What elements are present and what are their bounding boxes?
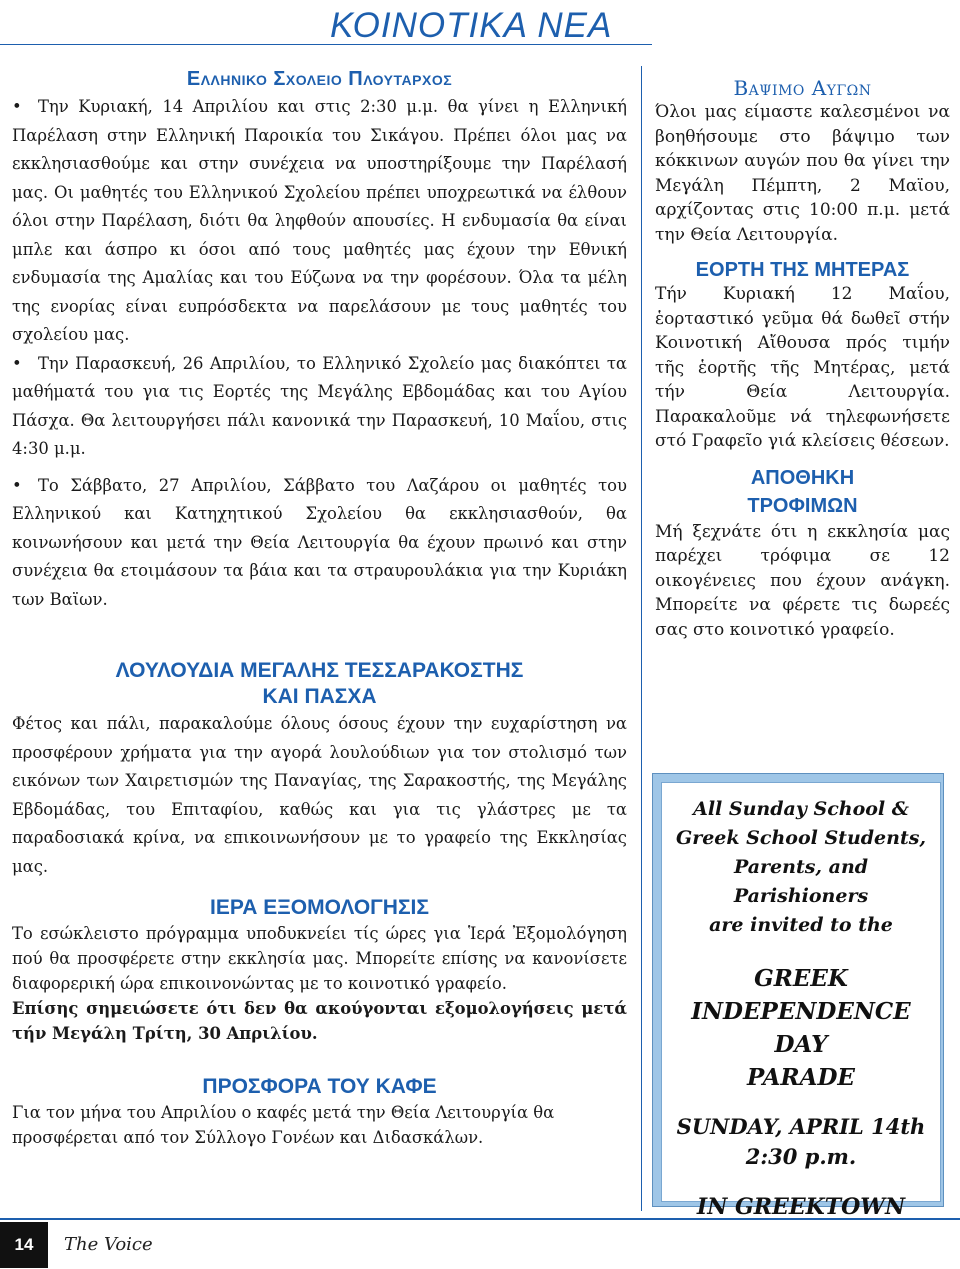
eggs-body: Όλοι μας είμαστε καλεσμένοι να βοηθήσουμε στο βάψιμο των κόκκινων αυγών που θα γίνει την Μεγάλη Πέμπτη, 2 Μαϊου, αρχίζοντας στις 10:00 π.μ. μετά την Θεία Λειτουργία. bbox=[655, 102, 950, 245]
page-title: ΚΟΙΝΟΤΙΚΑ ΝΕΑ bbox=[330, 6, 613, 45]
mothers-body: Τήν Κυριακή 12 Μαΐου, ἑορταστικό γεῦμα θά δωθεῖ στήν Κοινοτική Αἴθουσα πρός τιμήν τῆς ἑορτῆς τῆς Μητέρας, μετά τήν Θεία Λειτουργία. Παρακαλοῦμε νά τηλεφωνήσετε στό Γραφεῖο γιά κλείσεις θέσεων. bbox=[655, 284, 950, 451]
parade-callout bbox=[652, 773, 944, 1220]
school-bullet-1: • Την Κυριακή, 14 Απριλίου και στις 2:30 μ.μ. θα γίνει η Ελληνική Παρέλαση στην Ελληνική Παροικία του Σικάγου. Πρέπει όλοι μας να εκκλησιασθούμε και στην συνέχεια να υποστηρίξουμε την Παρέλασή μας. Οι μαθητές του Ελληνικού Σχολείου πρέπει υποχρεωτικά να έλθουν όλοι στην Παρέλαση, διότι θα ληφθούν απουσίες. Η ενδυμασία θα είναι μπλε και άσπρο κι όσοι από τους μαθητές μας έχουν την Εθνική ενδυμασία της Αμαλίας και του Εύζωνα να την φορέσουν. Όλα τα μέλη της ενορίας είναι ευπρόσδεκτα να παρελάσουν με τους μαθητές του σχολείου μας. bbox=[12, 93, 627, 350]
mothers-heading: ΕΟΡΤΗ ΤΗΣ ΜΗΤΕΡΑΣ bbox=[695, 259, 910, 281]
confession-heading: ΙΕΡΑ ΕΞΟΜΟΛΟΓΗΣΙΣ bbox=[209, 896, 429, 919]
left-column bbox=[12, 68, 627, 1150]
confession-notice: Επίσης σημειώσετε ότι δεν θα ακούγονται εξομολογήσεις μετά τήν Μεγάλη Τρίτη, 30 Απριλίου. bbox=[12, 999, 627, 1043]
school-heading: Ελληνικο Σχολειο Πλουταρχος bbox=[186, 68, 453, 90]
flowers-body: Φέτος και πάλι, παρακαλούμε όλους όσους έχουν την ευχαρίστηση να προσφέρουν χρήματα για την αγορά λουλούδιων για τον στολισμό των εικόνων των Χαιρετισμών της Παναγίας, της Σαρακοστής, της Μεγάλης Εβδομάδας, του Επιταφίου, καθώς και για τις γλάστρες με τα παραδοσιακά κρίνα, να επικοινωνήσουν με το γραφείο της Εκκλησίας μας. bbox=[12, 714, 627, 876]
publication-name: The Voice bbox=[64, 1234, 153, 1255]
column-divider bbox=[641, 66, 642, 1211]
pantry-body: Μή ξεχνάτε ότι η εκκλησία μας παρέχει τρόφιμα σε 12 οικογένειες που έχουν ανάγκη. Μπορείτε να φέρετε τις δωρεές σας στο κοινοτικό γραφείο. bbox=[655, 521, 950, 640]
footer-rule bbox=[0, 1218, 960, 1220]
callout-invitation: All Sunday School & Greek School Students, Parents, and Parishioners are invited to the bbox=[675, 798, 927, 936]
callout-datetime: SUNDAY, APRIL 14th 2:30 p.m. bbox=[676, 1114, 926, 1169]
callout-event: GREEK INDEPENDENCE DAY PARADE bbox=[691, 965, 911, 1091]
coffee-body: Για τον μήνα του Απριλίου ο καφές μετά την Θεία Λειτουργία θα προσφέρεται από τον Σύλλογο Γονέων και Διδασκάλων. bbox=[12, 1103, 555, 1147]
bullet-icon: • bbox=[12, 475, 22, 495]
coffee-heading: ΠΡΟΣΦΟΡΑ ΤΟΥ ΚΑΦΕ bbox=[202, 1075, 437, 1098]
school-bullet-2: • Την Παρασκευή, 26 Απριλίου, το Ελληνικό Σχολείο μας διακόπτει τα μαθήματά του για τις Εορτές της Μεγάλης Εβδομάδας και του Αγίου Πάσχα. Θα λειτουργήσει πάλι κανονικά την Παρασκευή, 10 Μαΐου, στις 4:30 μ.μ. bbox=[12, 350, 627, 464]
eggs-heading: Βαψιμο Αυγων bbox=[733, 76, 872, 100]
page-number: 14 bbox=[0, 1222, 48, 1268]
right-column bbox=[655, 76, 950, 642]
pantry-heading: ΑΠΟΘΗΚΗ ΤΡΟΦΙΜΩΝ bbox=[747, 466, 858, 517]
bullet-icon: • bbox=[12, 97, 22, 116]
top-rule bbox=[0, 44, 652, 45]
parade-callout-inner bbox=[661, 782, 941, 1220]
confession-body: Το εσώκλειστο πρόγραμμα υποδυκνείει τίς ώρες για Ἱερά Ἐξομολόγηση πού θα προσφέρετε στην εκκλησία μας. Μπορείτε επίσης να κανονίσετε διαφορερική ώρα επικοινονώντας με το κοινοτικό γραφείο. bbox=[12, 924, 627, 993]
school-bullet-3: • Το Σάββατο, 27 Απριλίου, Σάββατο του Λαζάρου οι μαθητές του Ελληνικού και Κατηχητικού Σχολείου θα εκκλησιασθούν, θα κοινωνήσουν και μετά την Θεία Λειτουργία θα έχουν πρωινό και στην συνέχεια θα ετοιμάσουν τα βάια και τα στραυρουλάκια για την Κυριάκη των Βαϊων. bbox=[12, 472, 627, 615]
callout-place: IN GREEKTOWN bbox=[696, 1194, 906, 1220]
bullet-icon: • bbox=[12, 353, 22, 373]
flowers-heading: ΛΟΥΛΟΥΔΙΑ ΜΕΓΑΛΗΣ ΤΕΣΣΑΡΑΚΟΣΤΗΣ ΚΑΙ ΠΑΣΧΑ bbox=[115, 659, 524, 708]
